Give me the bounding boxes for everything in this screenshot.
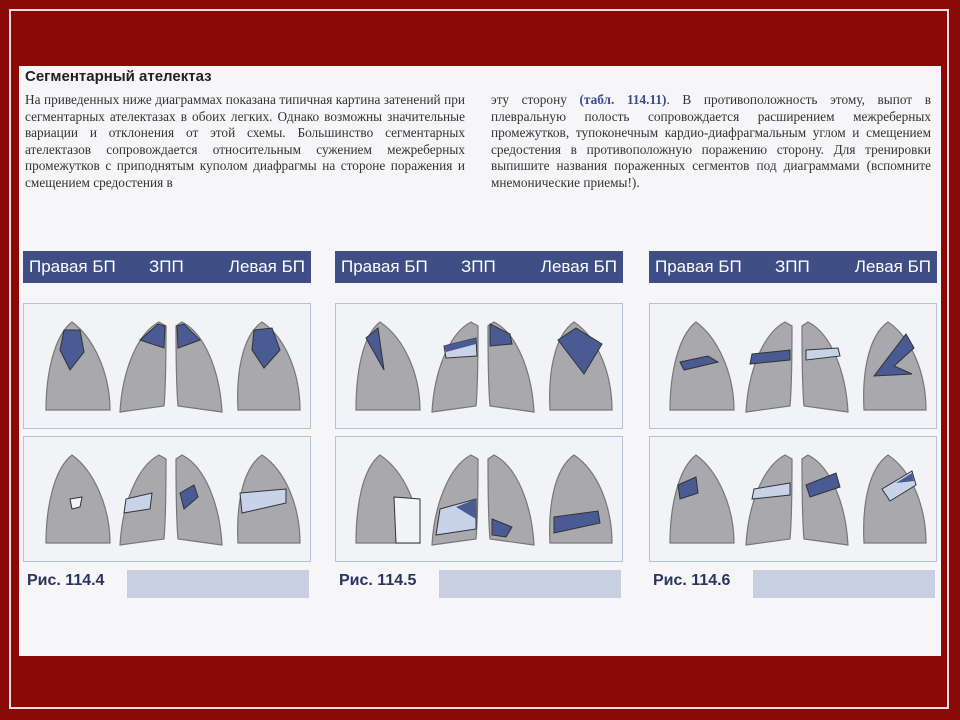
- intro-text-right-b: . В противоположность этому, выпот в плевральную полость сопровождается расширением межреберных промежутков, тупоконечным кардио-диафрагмальным углом и смещением средостения в противоположную поражению сторону. Для тренировки выпишите названия пораженных сегментов под диаграммами (вспомните мнемонические приемы!).: [491, 92, 931, 190]
- figure-5-caption: Рис. 114.5: [339, 572, 417, 589]
- label-right-lateral: Правая БП: [655, 257, 742, 276]
- figure-5-diagram: [335, 436, 623, 562]
- label-pa: ЗПП: [461, 257, 496, 276]
- label-right-lateral: Правая БП: [29, 257, 116, 276]
- intro-text-right: [491, 92, 931, 192]
- intro-text-left: На приведенных ниже диаграммах показана типичная картина затенений при сегментарных ателектазах в обоих легких. Однако возможны значительные вариации и отклонения от этой схемы. Большинство сегментарных ателектазов сопровождается относительным сужением межреберных промежутков с приподнятым куполом диафрагмы на стороне поражения и смещением средостения в: [25, 92, 465, 190]
- figure-1-diagram: [23, 303, 311, 429]
- figure-4-diagram: [23, 436, 311, 562]
- label-left-lateral: Левая БП: [228, 257, 305, 276]
- figure-4-answer-box[interactable]: [127, 570, 309, 598]
- figure-5-answer-box[interactable]: [439, 570, 621, 598]
- figure-2-diagram: [335, 303, 623, 429]
- label-pa: ЗПП: [149, 257, 184, 276]
- label-pa: ЗПП: [775, 257, 810, 276]
- textbook-page: [19, 66, 941, 656]
- intro-text-right-a: эту сторону: [491, 92, 567, 107]
- label-right-lateral: Правая БП: [341, 257, 428, 276]
- figure-2-header: [335, 251, 623, 283]
- figure-3-header: [649, 251, 937, 283]
- table-reference-link[interactable]: (табл. 114.11): [579, 92, 667, 107]
- figure-3-diagram: [649, 303, 937, 429]
- page-title: Сегментарный ателектаз: [25, 68, 212, 85]
- figure-6-answer-box[interactable]: [753, 570, 935, 598]
- figure-6-diagram: [649, 436, 937, 562]
- figure-6-caption: Рис. 114.6: [653, 572, 731, 589]
- figure-1-header: [23, 251, 311, 283]
- figure-4-caption: Рис. 114.4: [27, 572, 105, 589]
- label-left-lateral: Левая БП: [854, 257, 931, 276]
- label-left-lateral: Левая БП: [540, 257, 617, 276]
